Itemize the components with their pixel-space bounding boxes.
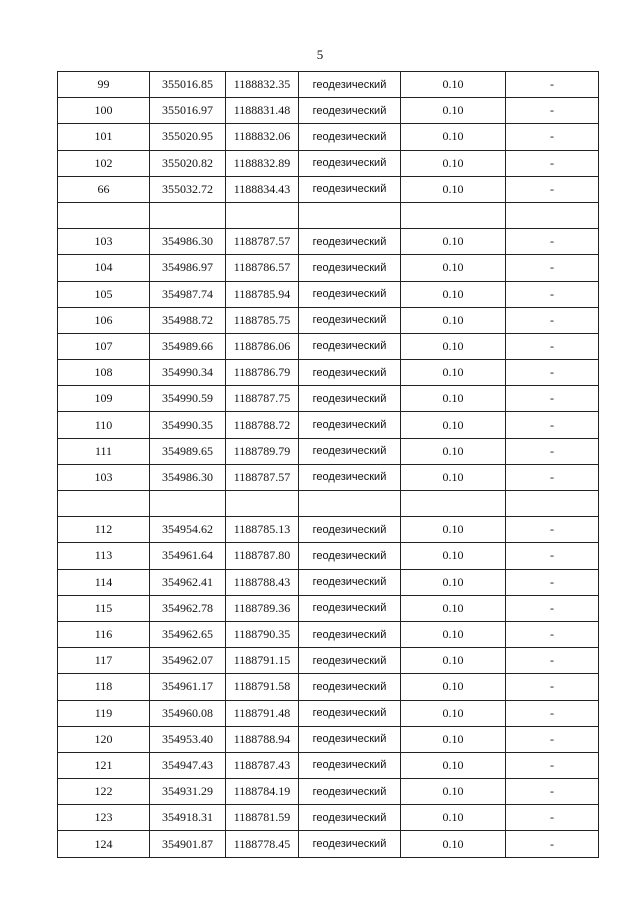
x-coordinate-cell: 354962.78 <box>150 595 226 621</box>
table-row <box>58 674 599 700</box>
accuracy-cell: 0.10 <box>401 464 506 490</box>
y-coordinate-cell: 1188785.75 <box>226 307 299 333</box>
table-row <box>58 700 599 726</box>
x-coordinate-cell: 354961.17 <box>150 674 226 700</box>
table-row <box>58 621 599 647</box>
note-cell: - <box>506 281 599 307</box>
method-cell: геодезический <box>299 412 401 438</box>
y-coordinate-cell: 1188790.35 <box>226 621 299 647</box>
x-coordinate-cell: 354918.31 <box>150 805 226 831</box>
method-cell: геодезический <box>299 124 401 150</box>
point-number-cell: 114 <box>58 569 150 595</box>
y-coordinate-cell: 1188778.45 <box>226 831 299 857</box>
accuracy-cell: 0.10 <box>401 726 506 752</box>
y-coordinate-cell: 1188786.06 <box>226 333 299 359</box>
point-number-cell: 111 <box>58 438 150 464</box>
x-coordinate-cell <box>150 491 226 517</box>
table-row <box>58 831 599 857</box>
accuracy-cell: 0.10 <box>401 360 506 386</box>
point-number-cell: 66 <box>58 176 150 202</box>
note-cell: - <box>506 229 599 255</box>
note-cell: - <box>506 360 599 386</box>
point-number-cell: 110 <box>58 412 150 438</box>
accuracy-cell: 0.10 <box>401 72 506 98</box>
accuracy-cell: 0.10 <box>401 438 506 464</box>
table-row <box>58 255 599 281</box>
point-number-cell: 109 <box>58 386 150 412</box>
point-number-cell: 113 <box>58 543 150 569</box>
y-coordinate-cell <box>226 202 299 228</box>
point-number-cell: 101 <box>58 124 150 150</box>
method-cell: геодезический <box>299 386 401 412</box>
table-row <box>58 464 599 490</box>
x-coordinate-cell: 354987.74 <box>150 281 226 307</box>
coordinates-table <box>57 71 599 858</box>
accuracy-cell: 0.10 <box>401 543 506 569</box>
method-cell: геодезический <box>299 726 401 752</box>
x-coordinate-cell: 354931.29 <box>150 779 226 805</box>
method-cell: геодезический <box>299 752 401 778</box>
point-number-cell: 116 <box>58 621 150 647</box>
method-cell: геодезический <box>299 569 401 595</box>
point-number-cell: 119 <box>58 700 150 726</box>
coordinates-table-body <box>58 72 599 858</box>
accuracy-cell: 0.10 <box>401 752 506 778</box>
note-cell: - <box>506 831 599 857</box>
y-coordinate-cell: 1188788.72 <box>226 412 299 438</box>
table-row <box>58 595 599 621</box>
note-cell <box>506 491 599 517</box>
table-row <box>58 307 599 333</box>
table-row <box>58 412 599 438</box>
accuracy-cell: 0.10 <box>401 98 506 124</box>
method-cell: геодезический <box>299 648 401 674</box>
y-coordinate-cell: 1188787.43 <box>226 752 299 778</box>
method-cell: геодезический <box>299 72 401 98</box>
x-coordinate-cell: 355020.95 <box>150 124 226 150</box>
method-cell: геодезический <box>299 517 401 543</box>
x-coordinate-cell: 355016.97 <box>150 98 226 124</box>
accuracy-cell: 0.10 <box>401 229 506 255</box>
table-row <box>58 386 599 412</box>
x-coordinate-cell: 354947.43 <box>150 752 226 778</box>
method-cell: геодезический <box>299 150 401 176</box>
accuracy-cell: 0.10 <box>401 150 506 176</box>
note-cell: - <box>506 412 599 438</box>
x-coordinate-cell: 355016.85 <box>150 72 226 98</box>
accuracy-cell: 0.10 <box>401 569 506 595</box>
accuracy-cell: 0.10 <box>401 255 506 281</box>
table-row <box>58 229 599 255</box>
method-cell: геодезический <box>299 779 401 805</box>
y-coordinate-cell: 1188832.06 <box>226 124 299 150</box>
accuracy-cell: 0.10 <box>401 700 506 726</box>
note-cell: - <box>506 176 599 202</box>
point-number-cell: 103 <box>58 229 150 255</box>
note-cell: - <box>506 621 599 647</box>
note-cell: - <box>506 517 599 543</box>
x-coordinate-cell: 354990.59 <box>150 386 226 412</box>
point-number-cell: 105 <box>58 281 150 307</box>
note-cell: - <box>506 779 599 805</box>
method-cell: геодезический <box>299 831 401 857</box>
note-cell: - <box>506 674 599 700</box>
note-cell: - <box>506 124 599 150</box>
table-row <box>58 752 599 778</box>
table-row <box>58 72 599 98</box>
x-coordinate-cell: 354990.35 <box>150 412 226 438</box>
y-coordinate-cell: 1188791.48 <box>226 700 299 726</box>
table-row <box>58 726 599 752</box>
point-number-cell: 108 <box>58 360 150 386</box>
table-row <box>58 491 599 517</box>
accuracy-cell <box>401 491 506 517</box>
y-coordinate-cell: 1188787.57 <box>226 464 299 490</box>
table-row <box>58 176 599 202</box>
x-coordinate-cell: 354986.97 <box>150 255 226 281</box>
x-coordinate-cell: 354990.34 <box>150 360 226 386</box>
method-cell: геодезический <box>299 281 401 307</box>
point-number-cell: 102 <box>58 150 150 176</box>
note-cell: - <box>506 333 599 359</box>
y-coordinate-cell: 1188787.80 <box>226 543 299 569</box>
point-number-cell: 104 <box>58 255 150 281</box>
x-coordinate-cell: 354962.65 <box>150 621 226 647</box>
note-cell: - <box>506 543 599 569</box>
point-number-cell: 118 <box>58 674 150 700</box>
point-number-cell: 100 <box>58 98 150 124</box>
point-number-cell: 107 <box>58 333 150 359</box>
y-coordinate-cell: 1188787.57 <box>226 229 299 255</box>
method-cell: геодезический <box>299 543 401 569</box>
method-cell: геодезический <box>299 674 401 700</box>
accuracy-cell: 0.10 <box>401 176 506 202</box>
table-row <box>58 543 599 569</box>
x-coordinate-cell: 354901.87 <box>150 831 226 857</box>
accuracy-cell: 0.10 <box>401 779 506 805</box>
accuracy-cell: 0.10 <box>401 307 506 333</box>
point-number-cell: 122 <box>58 779 150 805</box>
method-cell <box>299 202 401 228</box>
y-coordinate-cell: 1188788.43 <box>226 569 299 595</box>
method-cell: геодезический <box>299 464 401 490</box>
table-row <box>58 98 599 124</box>
note-cell: - <box>506 648 599 674</box>
y-coordinate-cell: 1188784.19 <box>226 779 299 805</box>
point-number-cell: 115 <box>58 595 150 621</box>
note-cell: - <box>506 700 599 726</box>
note-cell: - <box>506 255 599 281</box>
point-number-cell <box>58 202 150 228</box>
note-cell <box>506 202 599 228</box>
method-cell: геодезический <box>299 438 401 464</box>
point-number-cell <box>58 491 150 517</box>
note-cell: - <box>506 386 599 412</box>
method-cell: геодезический <box>299 700 401 726</box>
point-number-cell: 120 <box>58 726 150 752</box>
note-cell: - <box>506 569 599 595</box>
method-cell: геодезический <box>299 805 401 831</box>
table-row <box>58 779 599 805</box>
table-row <box>58 805 599 831</box>
x-coordinate-cell: 354960.08 <box>150 700 226 726</box>
table-row <box>58 648 599 674</box>
note-cell: - <box>506 72 599 98</box>
x-coordinate-cell: 354954.62 <box>150 517 226 543</box>
table-row <box>58 202 599 228</box>
accuracy-cell: 0.10 <box>401 805 506 831</box>
point-number-cell: 123 <box>58 805 150 831</box>
point-number-cell: 99 <box>58 72 150 98</box>
table-row <box>58 517 599 543</box>
accuracy-cell: 0.10 <box>401 333 506 359</box>
x-coordinate-cell: 355032.72 <box>150 176 226 202</box>
accuracy-cell: 0.10 <box>401 281 506 307</box>
y-coordinate-cell: 1188781.59 <box>226 805 299 831</box>
y-coordinate-cell: 1188788.94 <box>226 726 299 752</box>
method-cell <box>299 491 401 517</box>
x-coordinate-cell: 354986.30 <box>150 229 226 255</box>
note-cell: - <box>506 464 599 490</box>
x-coordinate-cell <box>150 202 226 228</box>
point-number-cell: 103 <box>58 464 150 490</box>
point-number-cell: 121 <box>58 752 150 778</box>
accuracy-cell: 0.10 <box>401 412 506 438</box>
table-row <box>58 281 599 307</box>
accuracy-cell <box>401 202 506 228</box>
y-coordinate-cell: 1188834.43 <box>226 176 299 202</box>
accuracy-cell: 0.10 <box>401 648 506 674</box>
point-number-cell: 117 <box>58 648 150 674</box>
method-cell: геодезический <box>299 360 401 386</box>
method-cell: геодезический <box>299 255 401 281</box>
x-coordinate-cell: 354988.72 <box>150 307 226 333</box>
x-coordinate-cell: 354986.30 <box>150 464 226 490</box>
method-cell: геодезический <box>299 98 401 124</box>
table-row <box>58 569 599 595</box>
y-coordinate-cell: 1188787.75 <box>226 386 299 412</box>
y-coordinate-cell: 1188786.57 <box>226 255 299 281</box>
y-coordinate-cell: 1188785.94 <box>226 281 299 307</box>
point-number-cell: 124 <box>58 831 150 857</box>
accuracy-cell: 0.10 <box>401 517 506 543</box>
note-cell: - <box>506 752 599 778</box>
x-coordinate-cell: 355020.82 <box>150 150 226 176</box>
table-row <box>58 124 599 150</box>
y-coordinate-cell: 1188791.15 <box>226 648 299 674</box>
method-cell: геодезический <box>299 621 401 647</box>
y-coordinate-cell: 1188789.79 <box>226 438 299 464</box>
y-coordinate-cell: 1188832.89 <box>226 150 299 176</box>
note-cell: - <box>506 595 599 621</box>
point-number-cell: 112 <box>58 517 150 543</box>
method-cell: геодезический <box>299 307 401 333</box>
x-coordinate-cell: 354989.65 <box>150 438 226 464</box>
method-cell: геодезический <box>299 333 401 359</box>
table-row <box>58 333 599 359</box>
y-coordinate-cell <box>226 491 299 517</box>
y-coordinate-cell: 1188786.79 <box>226 360 299 386</box>
note-cell: - <box>506 726 599 752</box>
y-coordinate-cell: 1188831.48 <box>226 98 299 124</box>
note-cell: - <box>506 805 599 831</box>
accuracy-cell: 0.10 <box>401 674 506 700</box>
accuracy-cell: 0.10 <box>401 595 506 621</box>
page-number: 5 <box>316 47 324 62</box>
method-cell: геодезический <box>299 229 401 255</box>
y-coordinate-cell: 1188791.58 <box>226 674 299 700</box>
note-cell: - <box>506 438 599 464</box>
x-coordinate-cell: 354961.64 <box>150 543 226 569</box>
table-row <box>58 150 599 176</box>
x-coordinate-cell: 354989.66 <box>150 333 226 359</box>
accuracy-cell: 0.10 <box>401 124 506 150</box>
accuracy-cell: 0.10 <box>401 621 506 647</box>
note-cell: - <box>506 98 599 124</box>
method-cell: геодезический <box>299 595 401 621</box>
y-coordinate-cell: 1188832.35 <box>226 72 299 98</box>
table-row <box>58 360 599 386</box>
accuracy-cell: 0.10 <box>401 831 506 857</box>
table-row <box>58 438 599 464</box>
x-coordinate-cell: 354953.40 <box>150 726 226 752</box>
point-number-cell: 106 <box>58 307 150 333</box>
y-coordinate-cell: 1188789.36 <box>226 595 299 621</box>
method-cell: геодезический <box>299 176 401 202</box>
note-cell: - <box>506 307 599 333</box>
x-coordinate-cell: 354962.41 <box>150 569 226 595</box>
note-cell: - <box>506 150 599 176</box>
y-coordinate-cell: 1188785.13 <box>226 517 299 543</box>
x-coordinate-cell: 354962.07 <box>150 648 226 674</box>
accuracy-cell: 0.10 <box>401 386 506 412</box>
